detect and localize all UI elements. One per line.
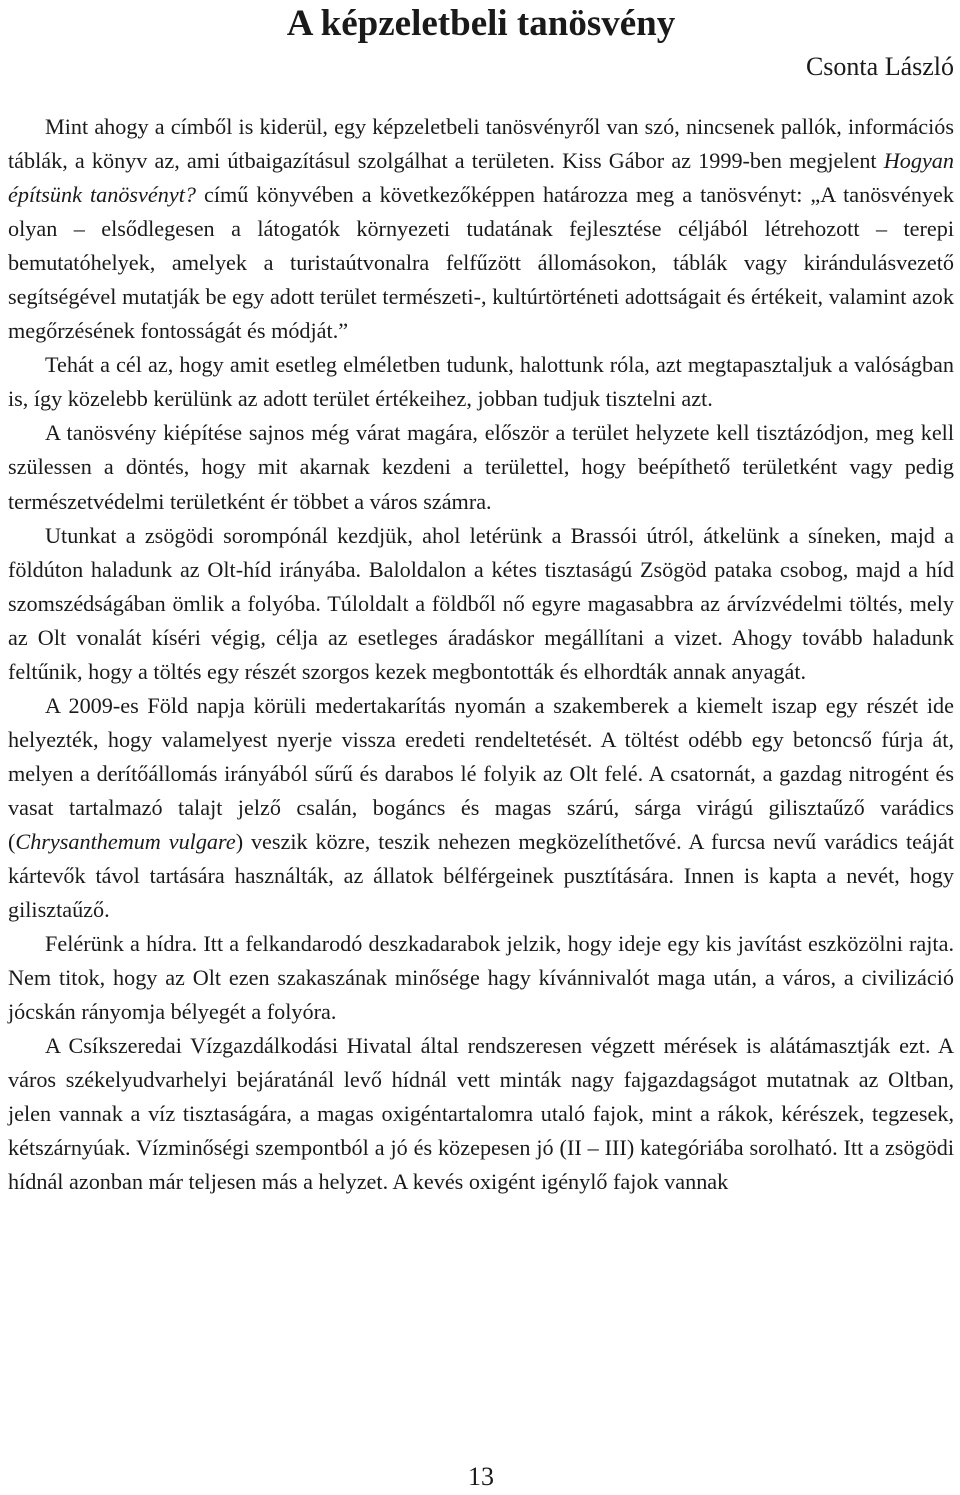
author-name: Csonta László xyxy=(805,52,954,81)
paragraph-text: A 2009-es Föld napja körüli medertakarítás nyomán a szakemberek a kiemelt iszap egy részét ide helyezték, hogy valamelyest nyerje vissza eredeti rendeltetését. A töltést odébb egy betoncső fúrja át, melyen a derítőállomás irányából sűrű és darabos lé folyik az Olt felé. A csatornát, a gazdag nitrogént és vasat tartalmazó talajt jelző csalán, bogáncs és magas szárú, sárga virágú gilisztaűző varádics ( xyxy=(8,692,954,854)
page-title: A képzeletbeli tanösvény xyxy=(286,3,676,44)
paragraph: Utunkat a zsögödi sorompónál kezdjük, ahol letérünk a Brassói útról, átkelünk a síneken, majd a földúton haladunk az Olt-híd irányába. Baloldalon a kétes tisztaságú Zsögöd pataka csobog, majd a híd szomszédságában ömlik a folyóba. Túloldalt a földből nő egyre magasabbra az árvízvédelmi töltés, mely az Olt vonalát kíséri végig, célja az esetleges áradáskor megállítani a vizet. Ahogy tovább haladunk feltűnik, hogy a töltés egy részét szorgos kezek megbontották és elhordták annak anyagát. xyxy=(8,522,954,684)
paragraph xyxy=(8,689,954,927)
paragraph-text: ) veszik közre, teszik nehezen megközelíthetővé. A furcsa nevű varádics teáját kártevők távol tartására használták, az állatok bélférgeinek pusztítására. Innen is kapta a nevét, hogy gilisztaűző. xyxy=(8,828,954,923)
book-title: Hogyan építsünk tanösvényt? xyxy=(8,148,954,208)
paragraph: A tanösvény kiépítése sajnos még várat magára, először a terület helyzete kell tisztázódjon, meg kell szülessen a döntés, hogy mit akarnak kezdeni a területtel, hogy beépíthető területként vagy pedig természetvédelmi területként ér többet a város számra. xyxy=(8,420,954,514)
document-page xyxy=(8,0,954,1495)
paragraph: A Csíkszeredai Vízgazdálkodási Hivatal által rendszeresen végzett mérések is alátámasztják ezt. A város székelyudvarhelyi bejáratánál levő hídnál vett minták nagy fajgazdagságot mutatnak az Oltban, jelen vannak a víz tisztaságára, a magas oxigéntartalomra utaló fajok, mint a rákok, kérészek, tegzesek, kétszárnyúak. Vízminőségi szempontból a jó és közepesen jó (II – III) kategóriába sorolható. Itt a zsögödi hídnál azonban már teljesen más a helyzet. A kevés oxigént igénylő fajok vannak xyxy=(8,1033,954,1195)
paragraph xyxy=(8,110,954,348)
page-number: 13 xyxy=(468,1462,494,1491)
paragraph: Felérünk a hídra. Itt a felkandarodó deszkadarabok jelzik, hogy ideje egy kis javítást eszközölni rajta. Nem titok, hogy az Olt ezen szakaszának minősége hagy kívánnivalót maga után, a város, a civilizáció jócskán rányomja bélyegét a folyóra. xyxy=(8,931,954,1025)
paragraph-text: című könyvében a következőképpen határozza meg a tanösvényt: „A tanösvények olyan – elsődlegesen a látogatók környezeti tudatának fejlesztése céljából létrehozott – terepi bemutatóhelyek, amelyek a turistaútvonalra felfűzött állomásokon, táblák vagy kirándulásvezető segítségével mutatják be egy adott terület természeti-, kultúrtörténeti adottságait és értékeit, valamint azok megőrzésének fontosságát és módját.” xyxy=(8,182,954,344)
paragraph-text: Mint ahogy a címből is kiderül, egy képzeletbeli tanösvényről van szó, nincsenek pallók, információs táblák, a könyv az, ami útbaigazításul szolgálhat a területen. Kiss Gábor az 1999-ben megjelent xyxy=(8,114,954,174)
species-name: Chrysanthemum vulgare xyxy=(15,828,236,854)
article-body xyxy=(8,110,954,1200)
paragraph: Tehát a cél az, hogy amit esetleg elméletben tudunk, halottunk róla, azt megtapasztaljuk a valóságban is, így közelebb kerülünk az adott terület értékeihez, jobban tudjuk tisztelni azt. xyxy=(8,352,954,412)
